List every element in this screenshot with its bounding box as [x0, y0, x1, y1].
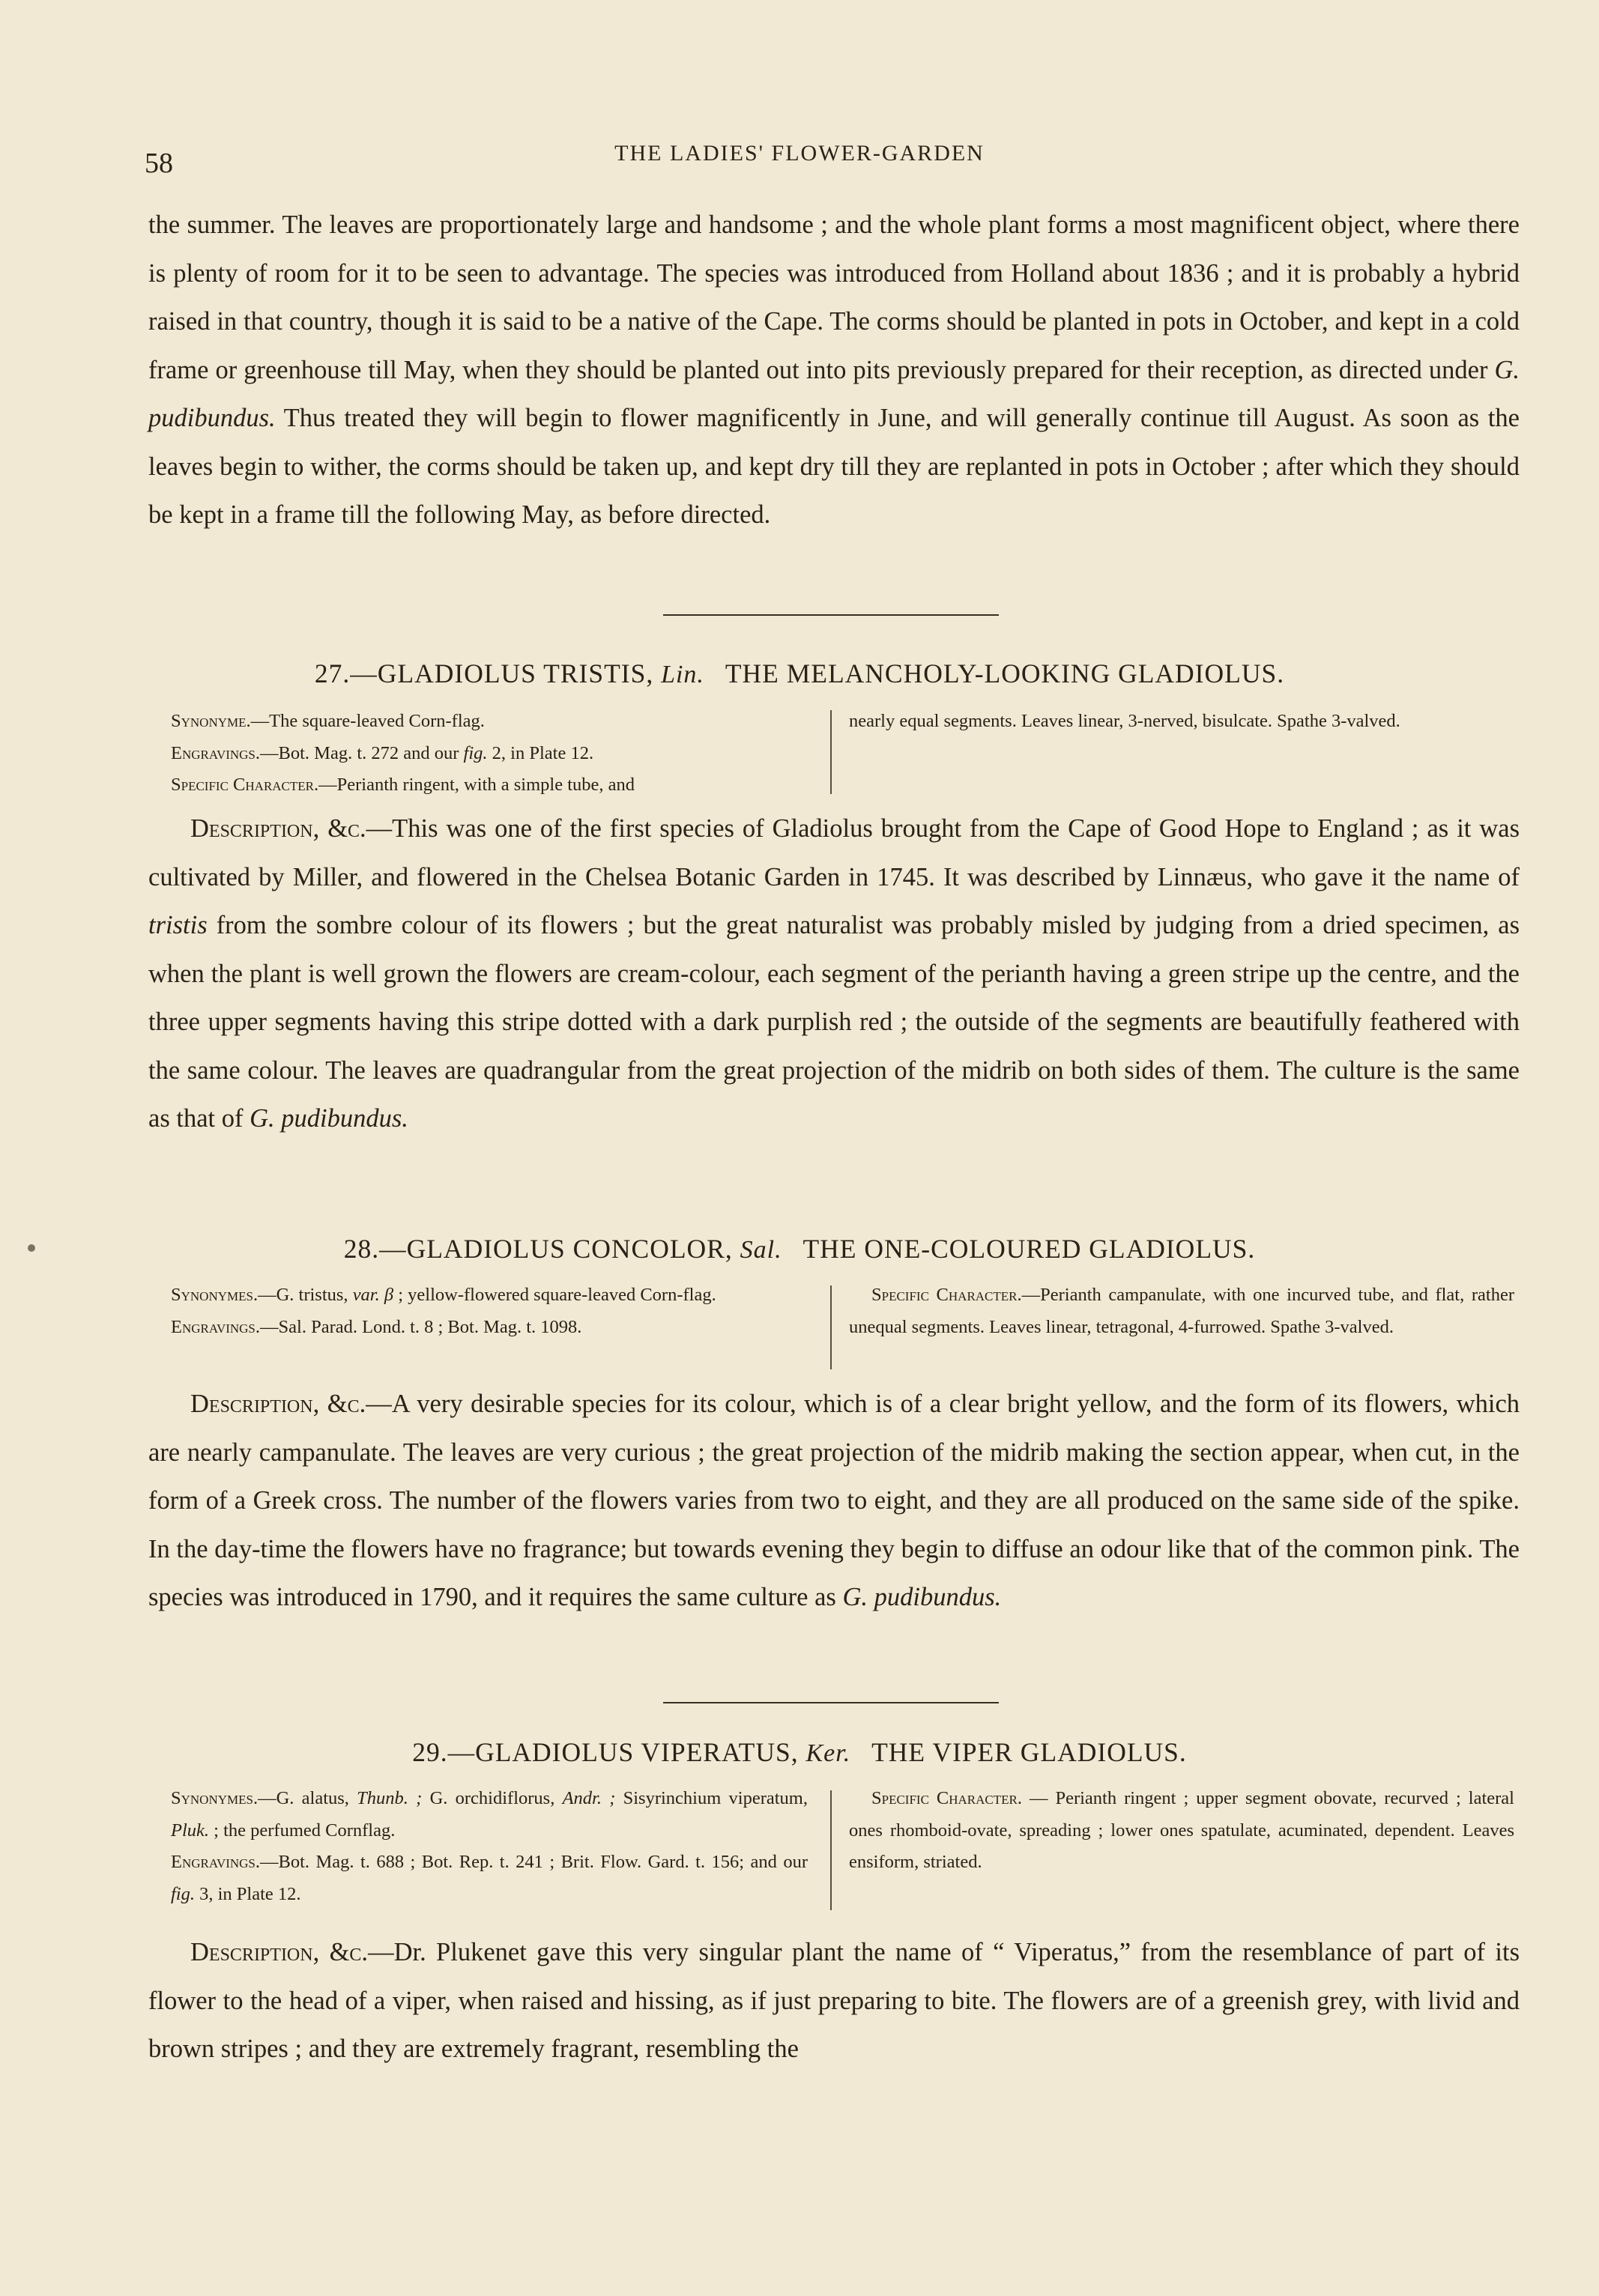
- section-29-notes-left: [171, 1783, 808, 1910]
- engravings-tail: 2, in Plate 12.: [487, 742, 594, 763]
- synonymes-label: Synonymes.: [171, 1788, 259, 1808]
- engravings-tail: 3, in Plate 12.: [195, 1883, 301, 1904]
- intro-paragraph: [148, 201, 1520, 539]
- synonymes-var: var. β: [352, 1285, 394, 1305]
- synonymes-authority-1: Thunb. ;: [357, 1788, 423, 1808]
- engravings-text: —Sal. Parad. Lond. t. 8 ; Bot. Mag. t. 1098.: [260, 1316, 582, 1337]
- specific-character-text: — Perianth ringent ; upper segment obovate, recurved ; lateral ones rhomboid-ovate, spreading ; lower ones spatulate, acuminated, dependent. Leaves ensiform, striated.: [849, 1788, 1514, 1872]
- section-29-description: [148, 1928, 1520, 2074]
- specific-character-label: Specific Character.: [871, 1285, 1022, 1305]
- engravings-text: —Bot. Mag. t. 688 ; Bot. Rep. t. 241 ; Brit. Flow. Gard. t. 156; and our: [260, 1852, 808, 1872]
- column-divider: [830, 1790, 832, 1910]
- specific-character-continued: nearly equal segments. Leaves linear, 3-nerved, bisulcate. Spathe 3-valved.: [849, 711, 1400, 731]
- synonyme-text: —The square-leaved Corn-flag.: [250, 711, 485, 731]
- engravings-label: Engravings.: [171, 1852, 261, 1872]
- synonymes-authority-2: Andr. ;: [562, 1788, 616, 1808]
- engravings-label: Engravings.: [171, 1316, 261, 1337]
- synonymes-text-2: G. orchidiflorus,: [422, 1788, 563, 1808]
- intro-tail: Thus treated they will begin to flower magnificently in June, and will generally continue till August. As soon as the leaves begin to wither, the corms should be taken up, and kept dry till they are replanted in pots in October ; after which they should be kept in a frame till the following May, as before directed.: [148, 404, 1520, 529]
- section-27-common-name: THE MELANCHOLY-LOOKING GLADIOLUS.: [725, 658, 1285, 688]
- section-27-notes-right: [849, 706, 1514, 738]
- synonymes-label: Synonymes.: [171, 1285, 259, 1305]
- section-28-common-name: THE ONE-COLOURED GLADIOLUS.: [802, 1234, 1256, 1264]
- section-27-title: 27.—GLADIOLUS TRISTIS,: [314, 658, 654, 688]
- section-28-description: [148, 1380, 1520, 1622]
- section-28-authority: Sal.: [740, 1236, 782, 1264]
- synonymes-text-3: Sisyrinchium viperatum,: [615, 1788, 808, 1808]
- intro-italic: G. pudibundus.: [148, 355, 1520, 432]
- column-divider: [830, 1285, 832, 1369]
- section-divider: [663, 1702, 999, 1703]
- description-label: Description, &c.: [190, 1938, 369, 1966]
- description-italic: tristis: [148, 911, 208, 939]
- description-end: G. pudibundus.: [250, 1104, 408, 1133]
- column-divider: [830, 710, 832, 794]
- section-27-description: [148, 805, 1520, 1143]
- synonyme-label: Synonyme.: [171, 711, 251, 731]
- description-tail: from the sombre colour of its flowers ; but the great naturalist was probably misled by judging from a dried specimen, as when the plant is well grown the flowers are cream-colour, each segment of the perianth having a green stripe up the centre, and the three upper segments having this stripe dotted with a dark purplish red ; the outside of the segments are beautifully feathered with the same colour. The leaves are quadrangular from the great projection of the midrib on both sides of them. The culture is the same as that of: [148, 911, 1520, 1133]
- engravings-label: Engravings.: [171, 742, 261, 763]
- synonymes-text: —G. tristus,: [258, 1285, 353, 1305]
- section-29-notes-right: [849, 1783, 1514, 1879]
- section-29-heading: [0, 1736, 1599, 1768]
- section-27-heading: [0, 658, 1599, 689]
- engravings-fig: fig.: [171, 1883, 195, 1904]
- synonymes-authority-3: Pluk.: [171, 1820, 210, 1841]
- section-28-heading: [0, 1233, 1599, 1264]
- intro-text: the summer. The leaves are proportionately large and handsome ; and the whole plant forms a most magnificent object, where there is plenty of room for it to be seen to advantage. The species was introduced from Holland about 1836 ; and it is probably a hybrid raised in that country, though it is said to be a native of the Cape. The corms should be planted in pots in October, and kept in a cold frame or greenhouse till May, when they should be planted out into pits previously prepared for their reception, as directed under: [148, 210, 1520, 384]
- engravings-text: —Bot. Mag. t. 272 and our: [260, 742, 464, 763]
- description-text: —Dr. Plukenet gave this very singular plant the name of “ Viperatus,” from the resemblance of part of its flower to the head of a viper, when raised and hissing, as if just preparing to bite. The flowers are of a greenish grey, with livid and brown stripes ; and they are extremely fragrant, resembling the: [148, 1938, 1520, 2063]
- running-title: THE LADIES' FLOWER-GARDEN: [614, 141, 985, 166]
- section-divider: [663, 614, 999, 616]
- section-29-common-name: THE VIPER GLADIOLUS.: [871, 1737, 1187, 1767]
- synonymes-tail: ; yellow-flowered square-leaved Corn-flag.: [393, 1285, 716, 1305]
- section-28-title: 28.—GLADIOLUS CONCOLOR,: [343, 1234, 733, 1264]
- description-label: Description, &c.: [190, 1390, 366, 1418]
- description-end: G. pudibundus.: [842, 1583, 1002, 1611]
- specific-character-text: —Perianth campanulate, with one incurved tube, and flat, rather unequal segments. Leaves linear, tetragonal, 4-furrowed. Spathe 3-valved.: [849, 1285, 1514, 1337]
- section-29-title: 29.—GLADIOLUS VIPERATUS,: [412, 1737, 799, 1767]
- specific-character-label: Specific Character.: [871, 1788, 1022, 1808]
- description-text: —A very desirable species for its colour, which is of a clear bright yellow, and the form of its flowers, which are nearly campanulate. The leaves are very curious ; the great projection of the midrib making the section appear, when cut, in the form of a Greek cross. The number of the flowers varies from two to eight, and they are all produced on the same side of the spike. In the day-time the flowers have no fragrance; but towards evening they begin to diffuse an odour like that of the common pink. The species was introduced in 1790, and it requires the same culture as: [148, 1390, 1520, 1611]
- section-27-notes-left: [171, 706, 808, 802]
- section-28-notes-left: [171, 1279, 808, 1343]
- page-number: 58: [145, 148, 173, 179]
- description-label: Description, &c.: [190, 814, 366, 843]
- specific-character-label: Specific Character.: [171, 775, 319, 795]
- specific-character-text: —Perianth ringent, with a simple tube, and: [318, 775, 635, 795]
- synonymes-text: —G. alatus,: [258, 1788, 357, 1808]
- description-text: —This was one of the first species of Gladiolus brought from the Cape of Good Hope to England ; as it was cultivated by Miller, and flowered in the Chelsea Botanic Garden in 1745. It was described by Linnæus, who gave it the name of: [148, 814, 1520, 891]
- section-27-authority: Lin.: [661, 661, 704, 688]
- section-29-authority: Ker.: [805, 1739, 851, 1767]
- section-28-notes-right: [849, 1279, 1514, 1343]
- engravings-fig: fig.: [463, 742, 488, 763]
- synonymes-text-4: ; the perfumed Cornflag.: [209, 1820, 396, 1841]
